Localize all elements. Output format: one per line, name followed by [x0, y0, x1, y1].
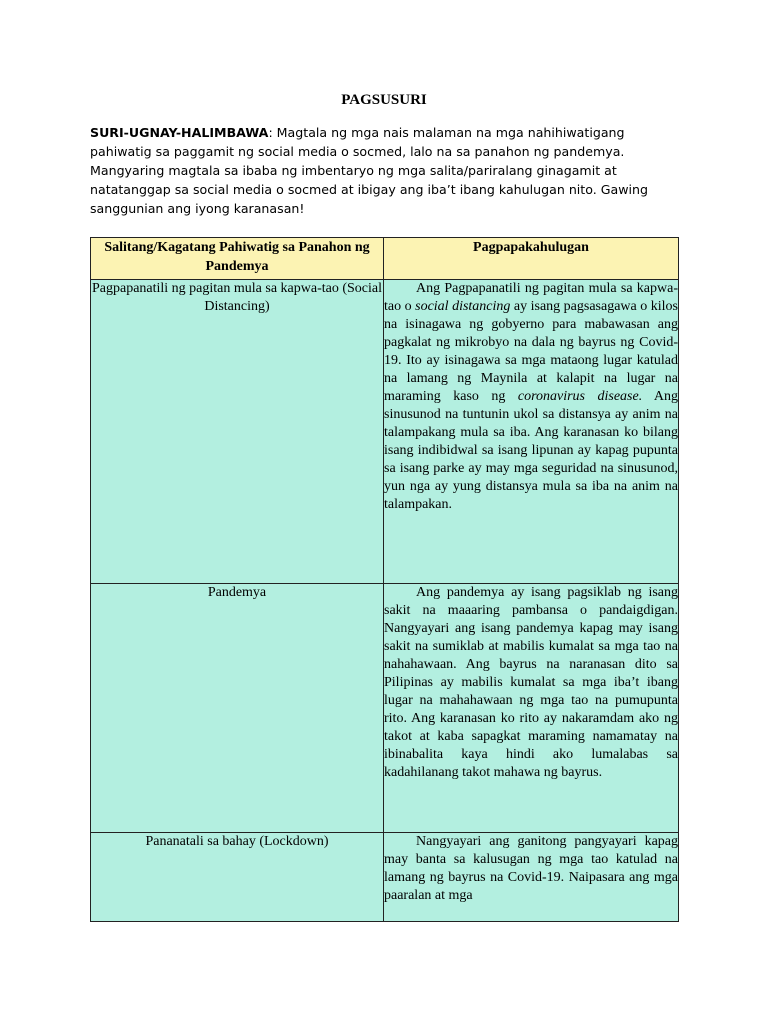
table-header-row [91, 238, 679, 280]
intro-text: : Magtala ng mga nais malaman na mga nahihiwatigang pahiwatig sa paggamit ng social media o socmed, lalo na sa panahon ng pandemya. Mangyaring magtala sa ibaba ng imbentaryo ng mga salita/pariralang ginagamit at natatanggap sa social media o socmed at ibigay ang iba’t ibang kahulugan nito. Gawing sanggunian ang iyong karanasan! [90, 125, 648, 216]
definition-run: Ang Pagpapanatili ng pagitan mula sa kapwa-tao o [384, 281, 678, 314]
table-row [91, 833, 679, 922]
definition-text [384, 280, 678, 514]
definition-text [384, 584, 678, 782]
definition-run: Ang pandemya ay isang pagsiklab ng isang sakit na maaaring pambansa o pandaigdigan. Nangyayari ang isang pandemya kapag may isang sakit na sumiklab at mabilis kumalat sa mga tao na nahahawaan. Ang bayrus na naranasan dito sa Pilipinas ay mabilis kumalat sa mga iba’t ibang lugar na mahahawaan ng mga tao na pumupunta rito. Ang karanasan ko rito ay nakaramdam ako ng takot at kaba sapagkat maraming namamatay na ibinabalita kaya hindi ako lumalabas sa kadahilanang takot mahawa ng bayrus. [384, 585, 678, 780]
table-row [91, 280, 679, 584]
intro-label: SURI-UGNAY-HALIMBAWA [90, 125, 269, 140]
definition-run: Ang sinusunod na tuntunin ukol sa distansya ay anim na talampakang mula sa iba. Ang karanasan ko bilang isang indibidwal sa isang lipunan ay kapag pupunta sa isang parke ay may mga seguridad na sinusunod, yun nga ay yung distansya mula sa iba na anim na talampakan. [384, 389, 679, 512]
term-cell: Pandemya [91, 584, 384, 833]
term-cell: Pananatali sa bahay (Lockdown) [91, 833, 384, 922]
vocabulary-table [90, 237, 679, 922]
document-title: PAGSUSURI [341, 92, 427, 108]
definition-text [384, 833, 678, 905]
definition-cell [384, 280, 679, 584]
table-row [91, 584, 679, 833]
definition-italic-run: social distancing [415, 299, 511, 314]
header-term: Salitang/Kagatang Pahiwatig sa Panahon ng Pandemya [91, 238, 384, 280]
term-cell: Pagpapanatili ng pagitan mula sa kapwa-tao (Social Distancing) [91, 280, 384, 584]
definition-cell [384, 833, 679, 922]
intro-paragraph [90, 123, 680, 218]
definition-italic-run: coronavirus disease. [517, 389, 643, 404]
definition-run: ay isang pagsasagawa o kilos na isinagawa ng gobyerno para mabawasan ang pagkalat ng mikrobyo na dala ng bayrus ng Covid-19. Ito ay isinagawa sa mga mataong lugar katulad na lamang ng Maynila at kalapit na lugar na maraming kaso ng [384, 299, 678, 404]
header-meaning: Pagpapakahulugan [384, 238, 679, 280]
definition-run: Nangyayari ang ganitong pangyayari kapag may banta sa kalusugan ng mga tao katulad na lamang ng bayrus na Covid-19. Naipasara ang mga paaralan at mga [384, 834, 678, 903]
definition-cell [384, 584, 679, 833]
